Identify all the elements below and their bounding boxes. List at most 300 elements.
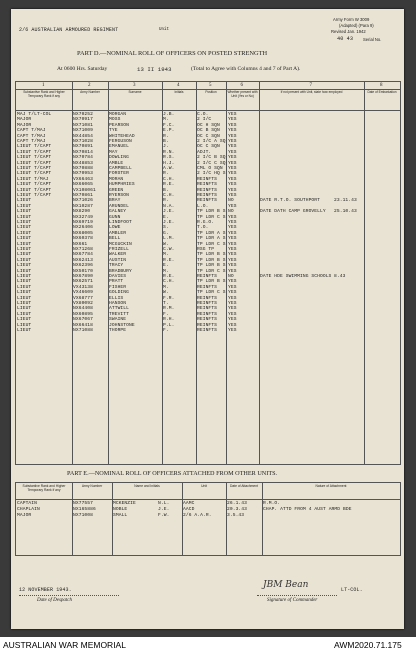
attached-cell: F.W. <box>158 512 170 518</box>
roll-cell: VX80092 <box>73 301 93 306</box>
roll-cell: LIEUT T/CAPT <box>17 193 52 198</box>
roll-row <box>16 188 400 193</box>
roll-cell: R. <box>163 171 169 177</box>
roll-cell: CML O SQN <box>197 166 223 171</box>
roll-cell: F. <box>163 311 169 317</box>
form-adapted: (Adapted) (Para 9) <box>339 23 374 28</box>
roll-cell: NO <box>228 198 234 204</box>
roll-row <box>16 134 400 139</box>
roll-cell: NX66065 <box>73 182 93 188</box>
roll-cell: LIEUT <box>17 252 32 258</box>
roll-cell: CAMPBELL <box>109 166 132 171</box>
roll-cell: R.S. <box>163 155 175 161</box>
roll-cell: R.E. <box>163 182 175 188</box>
attached-cell: MAJOR <box>17 512 32 518</box>
roll-cell: LIEUT <box>17 317 32 323</box>
roll-row <box>16 252 400 257</box>
roll-cell: TP LDR B S <box>197 279 226 285</box>
roll-cell: TP LDR B S <box>197 209 226 215</box>
roll-cell: LIEUT T/CAPT <box>17 149 52 155</box>
roll-cell: LIEUT <box>17 241 32 247</box>
roll-cell: REINFTS <box>197 193 217 198</box>
roll-cell: YES <box>228 155 237 161</box>
roll-cell: TP LDR B S <box>197 263 226 269</box>
attached-cell: NOBLE <box>113 506 128 512</box>
attached-cell: CHAP. ATTD FROM 4 AUST ARMD BDE <box>263 506 352 512</box>
roll-cell: VX108061 <box>73 187 96 193</box>
roll-cell: R.M. <box>163 306 175 312</box>
roll-cell: NX68005 <box>73 230 93 236</box>
roll-cell: F.R. <box>163 295 175 301</box>
column-number: 2 <box>88 83 91 88</box>
roll-cell: LIEUT <box>17 284 32 290</box>
form-revised: Revised Jan. 1942 <box>331 29 366 34</box>
roll-cell: YES <box>228 128 237 134</box>
roll-cell: REINFTS <box>197 306 217 312</box>
roll-cell: NX67890 <box>73 274 93 279</box>
roll-cell: F.C. <box>163 122 175 128</box>
roll-cell: R.H. <box>163 317 175 323</box>
roll-cell: LIEUT T/CAPT <box>17 160 52 166</box>
serial-label: Serial No. <box>363 37 382 42</box>
roll-cell: NX67784 <box>73 252 93 258</box>
roll-cell: B. <box>163 187 169 193</box>
roll-cell: ELLIS <box>109 295 124 301</box>
column-header: Unit <box>201 484 207 488</box>
roll-row <box>16 263 400 268</box>
roll-cell: LIEUT <box>17 198 32 204</box>
roll-cell: LIEUT <box>17 263 32 269</box>
signature-rank: LT-COL. <box>341 587 363 593</box>
commander-signature: JBM Bean <box>263 580 309 590</box>
roll-cell: YES <box>228 133 237 139</box>
attached-cell: R.M.O. <box>263 501 281 506</box>
part-d-table <box>15 81 401 465</box>
column-divider <box>72 483 73 555</box>
roll-cell: YES <box>228 247 237 252</box>
roll-cell: MORAN <box>109 176 124 182</box>
roll-row <box>16 290 400 295</box>
roll-cell: LIEUT <box>17 328 32 333</box>
roll-cell: R. <box>163 133 169 139</box>
roll-cell: TP LDR B S <box>197 257 226 263</box>
attached-cell: CAPTAIN <box>17 501 37 506</box>
roll-cell: LIEUT <box>17 290 32 296</box>
roll-cell: LIEUT <box>17 311 32 317</box>
roll-cell: LIEUT <box>17 214 32 220</box>
roll-cell: YES <box>228 160 237 166</box>
roll-cell: L.M. <box>163 236 175 242</box>
roll-cell: YES <box>228 122 237 128</box>
roll-cell: NX60378 <box>73 236 93 242</box>
despatch-date: 12 NOVEMBER 1943. <box>19 587 72 593</box>
roll-cell: YES <box>228 112 237 117</box>
army-form-document <box>11 9 404 629</box>
roll-cell: REINFTS <box>197 187 217 193</box>
roll-row <box>16 144 400 149</box>
roll-cell: J.E. <box>163 220 175 225</box>
roll-cell: VX43138 <box>73 284 93 290</box>
unit-name: 2/6 AUSTRALIAN ARMOURED REGIMENT <box>19 27 119 33</box>
column-header: Initials <box>174 90 184 94</box>
roll-cell: SWAINE <box>109 317 127 323</box>
column-number: 1 <box>42 83 45 88</box>
roll-cell: NX71026 <box>73 198 93 204</box>
roll-cell: ARUNDEL <box>109 203 129 209</box>
header-divider <box>16 499 400 500</box>
attached-cell: SMALL <box>113 512 128 518</box>
serial-number: 40 43 <box>337 36 354 42</box>
roll-cell: DOWLING <box>109 155 129 161</box>
roll-cell: MAJ T/LT-COL <box>17 112 52 117</box>
roll-cell: NX64408 <box>73 306 93 312</box>
roll-row <box>16 323 400 328</box>
roll-cell: F. <box>163 328 169 333</box>
roll-cell: FRIZELL <box>109 247 129 252</box>
roll-cell: M. <box>163 252 169 258</box>
roll-row <box>16 128 400 133</box>
roll-cell: VX68777 <box>73 295 93 301</box>
part-d-title: PART D.—NOMINAL ROLL OF OFFICERS ON POSTED STRENGTH <box>77 50 268 57</box>
roll-cell: YES <box>228 144 237 150</box>
column-header: Substantive Rank and Higher Temporary Rank if any <box>22 484 66 492</box>
roll-cell: YES <box>228 193 237 198</box>
roll-cell: G. <box>163 230 169 236</box>
header-divider <box>16 110 400 111</box>
part-e-title: PART E.—NOMINAL ROLL OF OFFICERS ATTACHED FROM OTHER UNITS. <box>67 470 278 477</box>
roll-cell: ATTWILL <box>109 306 129 312</box>
attached-cell: AACD <box>183 506 195 512</box>
roll-cell: AUSTIN <box>109 257 127 263</box>
column-header: Army Number <box>80 90 100 94</box>
roll-cell: C.W. <box>163 247 175 252</box>
roll-row <box>16 317 400 322</box>
roll-row <box>16 155 400 160</box>
column-number: 5 <box>209 83 212 88</box>
column-header: Surname <box>128 90 142 94</box>
attached-cell: 26.1.43 <box>227 501 247 506</box>
roll-cell: VX46609 <box>73 290 93 296</box>
roll-cell: LIEUT <box>17 257 32 263</box>
attached-cell: 3.5.43 <box>227 512 245 518</box>
roll-cell: TRACY <box>109 263 124 269</box>
column-header: Name and Initials <box>134 484 160 488</box>
roll-cell: YES <box>228 149 237 155</box>
roll-cell: REINFTS <box>197 176 217 182</box>
roll-cell: REINFTS <box>197 284 217 290</box>
roll-row <box>16 182 400 187</box>
roll-cell: GOLDING <box>109 290 129 296</box>
roll-cell: BRAY <box>109 198 121 204</box>
column-divider <box>182 483 183 555</box>
roll-cell: LIEUT <box>17 274 32 279</box>
roll-cell: 2 I/C C SQ <box>197 160 226 166</box>
column-divider <box>262 483 263 555</box>
roll-cell: NX71081 <box>73 122 93 128</box>
army-form-number: Army Form W 3009 <box>333 17 370 22</box>
attached-cell: N.L. <box>158 501 170 506</box>
roll-cell: OC H SQN <box>197 122 220 128</box>
roll-cell: TP LDR A S <box>197 236 226 242</box>
roll-cell: NX66418 <box>73 322 93 328</box>
roll-cell: YES <box>228 220 237 225</box>
roll-cell: HANSON <box>109 301 127 306</box>
roll-cell: CAPT T/MAJ <box>17 133 46 139</box>
roll-row <box>16 236 400 241</box>
roll-cell: NX62396 <box>73 263 93 269</box>
roll-cell: YES <box>228 252 237 258</box>
roll-cell: CAPT T/MAJ <box>17 139 46 144</box>
roll-cell: NX70784 <box>73 155 93 161</box>
roll-cell-date: 25.10.43 <box>334 209 357 215</box>
signature-line <box>257 595 337 596</box>
roll-row <box>16 117 400 122</box>
column-header: Date of Embarkation <box>367 90 397 94</box>
roll-cell: YES <box>228 257 237 263</box>
attached-cell: NX71008 <box>73 512 93 518</box>
roll-cell: BRADBURY <box>109 268 132 274</box>
attached-cell: NX165886 <box>73 506 96 512</box>
roll-cell: MOSS <box>109 117 121 123</box>
despatch-date-label: Date of Despatch <box>37 598 72 603</box>
roll-cell: C.O. <box>197 112 209 117</box>
column-number: 3 <box>133 83 136 88</box>
roll-cell: 2 I/C <box>197 117 212 123</box>
roll-cell: ADJT. <box>197 149 212 155</box>
roll-cell: MAJOR <box>17 122 32 128</box>
roll-cell: C.H. <box>163 193 175 198</box>
roll-cell: LIEUT T/CAPT <box>17 155 52 161</box>
part-e-table <box>15 482 401 556</box>
roll-cell: E. <box>163 263 169 269</box>
roll-cell: YES <box>228 182 237 188</box>
roll-cell: BELL <box>109 236 121 242</box>
roll-cell: N.A. <box>163 203 175 209</box>
attached-cell: AAMC <box>183 501 195 506</box>
attached-cell: CHAPLAIN <box>17 506 40 512</box>
roll-cell: E. <box>163 214 169 220</box>
roll-cell: VX66463 <box>73 176 93 182</box>
roll-cell: YES <box>228 241 237 247</box>
roll-cell: L.O. <box>197 203 209 209</box>
total-note: (Total to Agree with Columns 4 and 7 of Part A). <box>191 66 301 72</box>
roll-cell: GALNEY <box>109 209 127 215</box>
roll-cell: LIEUT T/MAJ <box>17 176 49 182</box>
roll-cell: LIEUT <box>17 247 32 252</box>
roll-cell: AMBLE <box>109 160 124 166</box>
roll-cell: PRATT <box>109 279 124 285</box>
roll-cell: S. <box>163 225 169 231</box>
roll-cell: YES <box>228 117 237 123</box>
roll-cell: YES <box>228 322 237 328</box>
roll-cell: NX8290 <box>73 209 91 215</box>
roll-cell: YES <box>228 236 237 242</box>
roll-row <box>16 209 400 214</box>
roll-cell: LIEUT <box>17 220 32 225</box>
unit-label: Unit <box>159 28 170 32</box>
roll-cell: T. <box>163 301 169 306</box>
roll-cell: LIEUT <box>17 301 32 306</box>
roll-cell: LIEUT T/CAPT <box>17 144 52 150</box>
roll-cell: EMANUEL <box>109 144 129 150</box>
roll-cell: LIEUT <box>17 322 32 328</box>
column-divider <box>226 483 227 555</box>
attached-cell: 2/6 A.A.R. <box>183 512 212 518</box>
roll-cell: LIEUT <box>17 230 32 236</box>
roll-cell: HUMPHRIES <box>109 182 135 188</box>
column-header: Date of Attachment <box>229 484 259 488</box>
attached-row <box>16 507 400 512</box>
caption-source: AUSTRALIAN WAR MEMORIAL <box>3 640 126 650</box>
roll-cell: YES <box>228 187 237 193</box>
roll-cell: YES <box>228 263 237 269</box>
column-header: Whether present with Unit (Yes or No) <box>227 90 258 98</box>
column-number: 4 <box>177 83 180 88</box>
attached-row <box>16 513 400 518</box>
roll-cell: LIEUT <box>17 209 32 215</box>
roll-row <box>16 215 400 220</box>
roll-cell: NX62413 <box>73 257 93 263</box>
roll-cell: LIEUT <box>17 279 32 285</box>
roll-cell: P.L. <box>163 322 175 328</box>
roll-cell: YES <box>228 328 237 333</box>
roll-cell: NX71088 <box>73 328 93 333</box>
roll-cell: YES <box>228 311 237 317</box>
roll-cell: NX71268 <box>73 247 93 252</box>
roll-cell: TYE <box>109 128 118 134</box>
roll-cell: A.W. <box>163 166 175 171</box>
roll-cell: LIEUT T/CAPT <box>17 166 52 171</box>
roll-cell: OC B SQN <box>197 128 220 134</box>
roll-cell: FISHER <box>109 284 127 290</box>
roll-cell: LINDFOOT <box>109 220 132 225</box>
roll-cell: NX44854 <box>73 133 93 139</box>
roll-row <box>16 171 400 176</box>
roll-cell: YES <box>228 284 237 290</box>
roll-cell: LOWE <box>109 225 121 231</box>
roll-cell: R.E. <box>163 257 175 263</box>
roll-cell: YES <box>228 306 237 312</box>
attached-row <box>16 501 400 506</box>
roll-cell: OC C SQN <box>197 133 220 139</box>
roll-cell: NX70888 <box>73 166 93 171</box>
roll-cell: M. <box>163 268 169 274</box>
roll-cell: FORSTER <box>109 171 129 177</box>
roll-cell: YES <box>228 295 237 301</box>
roll-cell: TP LDR B S <box>197 252 226 258</box>
roll-row <box>16 296 400 301</box>
roll-row <box>16 269 400 274</box>
roll-cell: LIEUT <box>17 225 32 231</box>
roll-cell: YES <box>228 225 237 231</box>
roll-cell: NO <box>228 209 234 215</box>
attached-cell: J.E. <box>158 506 170 512</box>
roll-cell: REINFTS <box>197 317 217 323</box>
roll-cell: MAY <box>109 149 118 155</box>
roll-cell: NO <box>228 274 234 279</box>
roll-cell: W. <box>163 290 169 296</box>
roll-cell: R.G.O. <box>197 220 215 225</box>
roll-cell: YES <box>228 176 237 182</box>
roll-cell: B. <box>163 139 169 144</box>
roll-cell: NX48853 <box>73 160 93 166</box>
roll-cell: NX70861 <box>73 193 93 198</box>
roll-cell: TP LDR C S <box>197 268 226 274</box>
roll-cell: TP LDR A S <box>197 230 226 236</box>
column-header: If not present with Unit, state how employed <box>280 90 343 94</box>
roll-cell: DATE HDE SWIMMING SCHOOLS <box>260 274 332 279</box>
roll-cell: NX50170 <box>73 268 93 274</box>
roll-cell: REINFTS <box>197 274 217 279</box>
column-number: 6 <box>240 83 243 88</box>
roll-cell: J. <box>163 144 169 150</box>
roll-cell: M. <box>163 284 169 290</box>
roll-cell: NX71009 <box>73 128 93 134</box>
roll-cell: NX32749 <box>73 214 93 220</box>
roll-cell: OC C SQN <box>197 144 220 150</box>
column-number: 7 <box>309 83 312 88</box>
roll-row <box>16 306 400 311</box>
roll-cell: REINFTS <box>197 198 217 204</box>
roll-cell: TP LDR C S <box>197 241 226 247</box>
roll-cell-date: 8.43 <box>334 274 346 279</box>
roll-row <box>16 198 400 203</box>
roll-row <box>16 328 400 333</box>
roll-cell: MCGUCKIN <box>109 241 132 247</box>
roll-cell: DAVIES <box>109 274 127 279</box>
roll-cell: M. <box>163 117 169 123</box>
roll-cell: H.J. <box>163 160 175 166</box>
roll-cell: WHITEHEAD <box>109 133 135 139</box>
roll-cell: REINFTS <box>197 182 217 188</box>
roll-cell: REINFTS <box>197 322 217 328</box>
roll-cell: LIEUT T/CAPT <box>17 187 52 193</box>
roll-cell: W. <box>163 241 169 247</box>
roll-cell: J.E. <box>163 209 175 215</box>
roll-cell: NX26406 <box>73 225 93 231</box>
column-number: 8 <box>380 83 383 88</box>
roll-cell: R.N. <box>163 149 175 155</box>
roll-cell: NX67067 <box>73 317 93 323</box>
roll-cell: C.H. <box>163 279 175 285</box>
roll-cell-date: 23.11.43 <box>334 198 357 204</box>
column-header: Nature of Attachment <box>315 484 347 488</box>
column-header: Substantive Rank and Higher Temporary Rank if any <box>23 90 65 98</box>
roll-cell: LIEUT <box>17 236 32 242</box>
roll-cell: TP LDR C S <box>197 214 226 220</box>
roll-cell: T.O. <box>197 225 209 231</box>
signature-label: Signature of Commander <box>267 598 318 603</box>
column-header: Position <box>205 90 217 94</box>
roll-cell: TREVITT <box>109 311 129 317</box>
roll-cell: YES <box>228 166 237 171</box>
roll-cell: 2 I/C HQ S <box>197 171 226 177</box>
attached-cell: NX77557 <box>73 501 93 506</box>
roll-cell: GUNN <box>109 214 121 220</box>
caption-accession: AWM2020.71.175 <box>334 640 402 650</box>
roll-cell: YES <box>228 214 237 220</box>
roll-cell: 2 I/C A SQ <box>197 139 226 144</box>
roll-cell: AMBLER <box>109 230 127 236</box>
roll-row <box>16 242 400 247</box>
roll-cell: RSG TP <box>197 247 215 252</box>
roll-cell: NX70252 <box>73 112 93 117</box>
roll-cell: C.H. <box>163 176 175 182</box>
attached-cell: 20.3.43 <box>227 506 247 512</box>
roll-row <box>16 279 400 284</box>
roll-cell: THORPE <box>109 328 127 333</box>
roll-cell: REINFTS <box>197 301 217 306</box>
